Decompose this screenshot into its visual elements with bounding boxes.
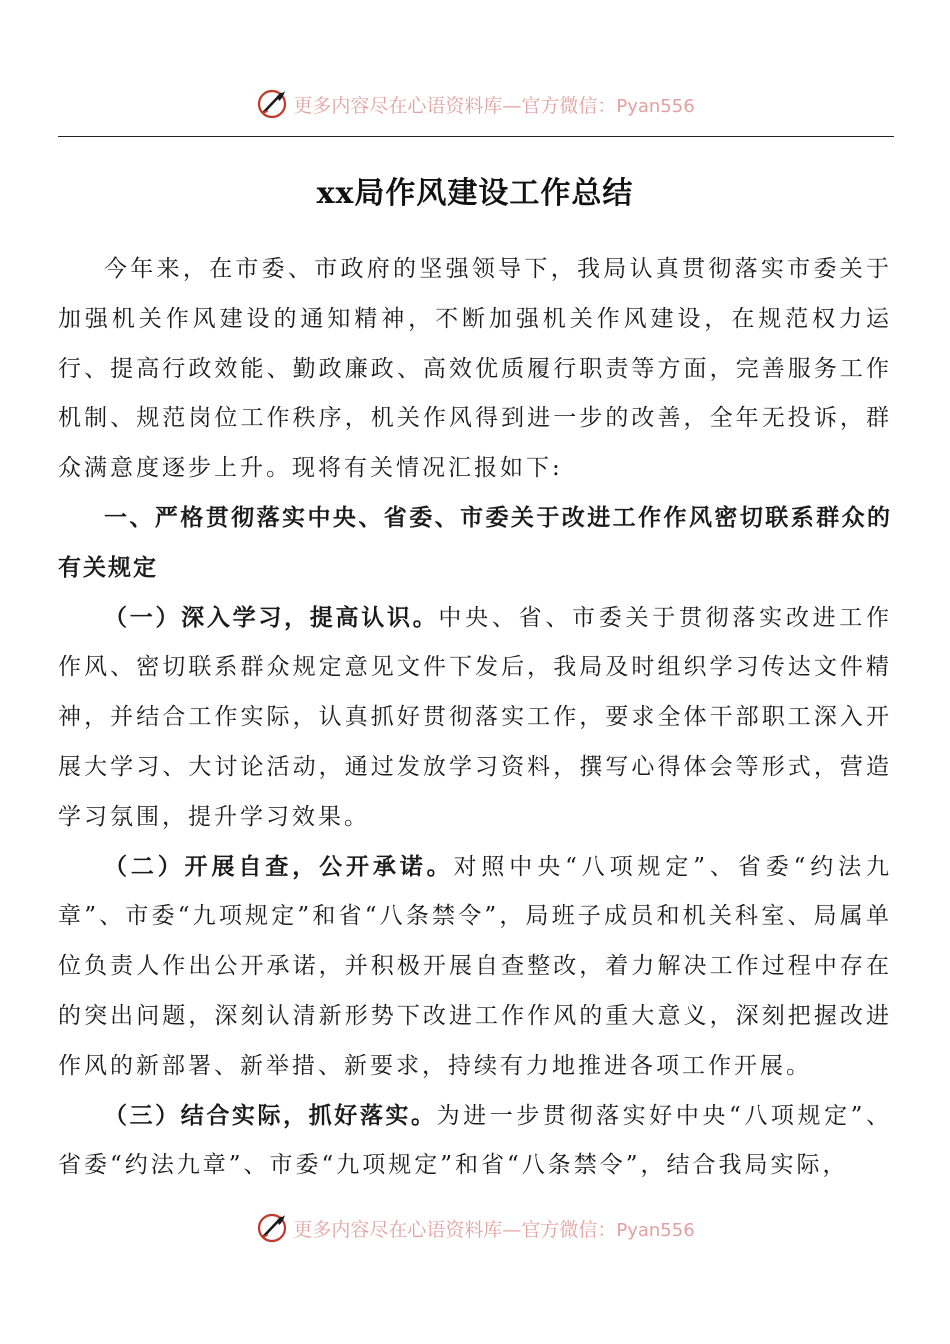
item-paragraph-2 <box>58 843 892 1092</box>
section-heading: 一、严格贯彻落实中央、省委、市委关于改进工作作风密切联系群众的有关规定 <box>58 504 892 581</box>
footer-watermark <box>0 1208 950 1248</box>
item-lead-1: （一）深入学习，提高认识。 <box>104 604 439 631</box>
quill-seal-icon <box>255 1211 289 1245</box>
quill-seal-icon <box>255 87 289 121</box>
document-title: xx局作风建设工作总结 <box>316 176 634 211</box>
watermark-text: 更多内容尽在心语资料库—官方微信：Pyan556 <box>293 94 695 117</box>
watermark-text: 更多内容尽在心语资料库—官方微信：Pyan556 <box>293 1218 695 1241</box>
item-lead-3: （三）结合实际，抓好落实。 <box>104 1102 437 1129</box>
item-paragraph-1 <box>58 594 892 843</box>
item-lead-2: （二）开展自查，公开承诺。 <box>104 853 454 880</box>
item-body-3: 为进一步贯彻落实好中央“八项规定”、省委“约法九章”、市委“九项规定”和省“八条禁令”，结合我局实际， <box>58 1102 892 1179</box>
header-watermark <box>0 84 950 124</box>
item-body-1: 中央、省、市委关于贯彻落实改进工作作风、密切联系群众规定意见文件下发后，我局及时组织学习传达文件精神，并结合工作实际，认真抓好贯彻落实工作，要求全体干部职工深入开展大学习、大讨论活动，通过发放学习资料，撰写心得体会等形式，营造学习氛围，提升学习效果。 <box>58 604 893 830</box>
intro-paragraph: 今年来，在市委、市政府的坚强领导下，我局认真贯彻落实市委关于加强机关作风建设的通知精神，不断加强机关作风建设，在规范权力运行、提高行政效能、勤政廉政、高效优质履行职责等方面，完善服务工作机制、规范岗位工作秩序，机关作风得到进一步的改善，全年无投诉，群众满意度逐步上升。现将有关情况汇报如下: <box>58 256 892 482</box>
item-paragraph-3 <box>58 1092 892 1192</box>
item-body-2: 对照中央“八项规定”、省委“约法九章”、市委“九项规定”和省“八条禁令”，局班子成员和机关科室、局属单位负责人作出公开承诺，并积极开展自查整改，着力解决工作过程中存在的突出问题，深刻认清新形势下改进工作作风的重大意义，深刻把握改进作风的新部署、新举措、新要求，持续有力地推进各项工作开展。 <box>58 853 892 1079</box>
header-divider <box>58 136 894 137</box>
document-body <box>58 245 892 1191</box>
